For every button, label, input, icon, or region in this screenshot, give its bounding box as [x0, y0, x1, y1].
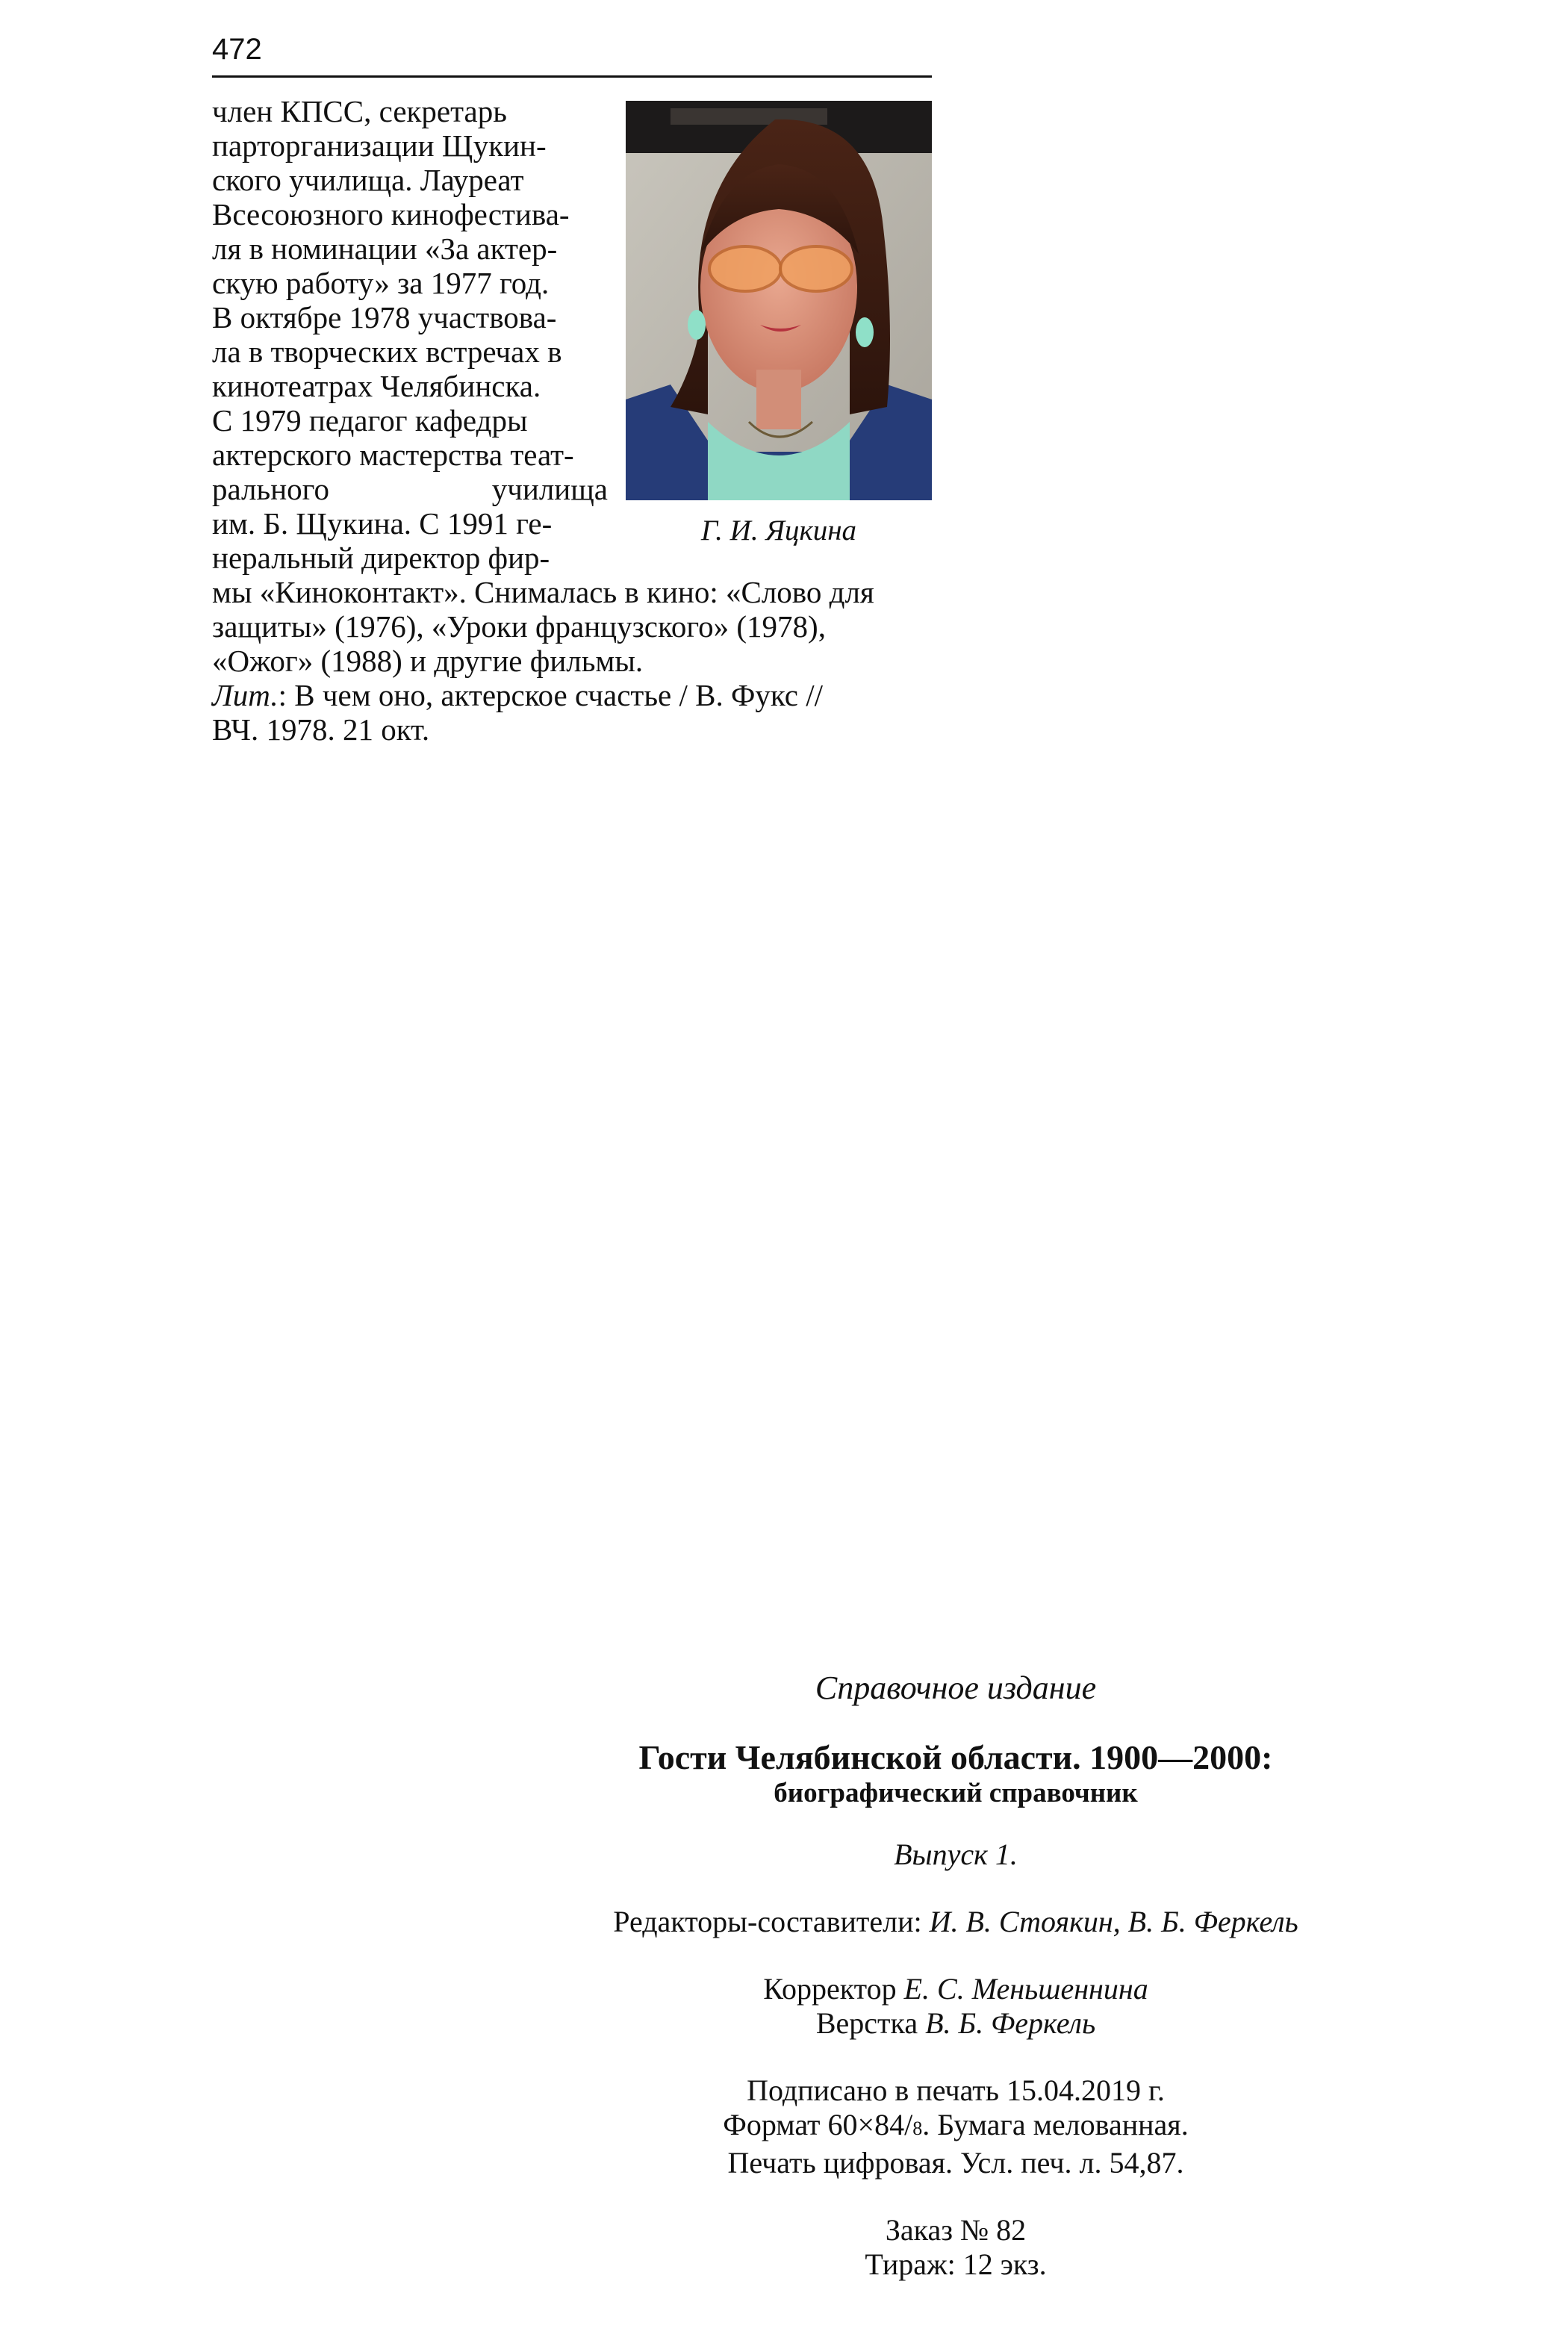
article-line: скую работу» за 1977 год. [212, 266, 550, 300]
format-prefix: Формат 60×84/ [723, 2108, 913, 2141]
format-fraction: 8 [912, 2118, 923, 2139]
article-line: ского училища. Лауреат [212, 163, 524, 197]
format-line [523, 2108, 1389, 2146]
corrector-line [523, 1972, 1389, 2006]
article-line: «Ожог» (1988) и другие фильмы. [212, 644, 644, 678]
article-line: ля в номинации «За актер- [212, 231, 558, 266]
corrector-label: Корректор [763, 1972, 904, 2006]
article-line: член КПСС, секретарь [212, 94, 507, 128]
print-details [523, 2073, 1389, 2180]
signed-date: Подписано в печать 15.04.2019 г. [747, 2073, 1165, 2107]
order-details [523, 2213, 1389, 2282]
portrait-photo [626, 101, 932, 500]
article-line: рального училища [212, 472, 608, 506]
article-line: им. Б. Щукина. С 1991 ге- [212, 506, 553, 541]
article-line: кинотеатрах Челябинска. [212, 369, 541, 403]
portrait-caption: Г. И. Яцкина [700, 514, 857, 547]
editors-label: Редакторы-составители: [613, 1905, 930, 1938]
article-line: ла в творческих встречах в [212, 335, 562, 369]
layout-name: В. Б. Феркель [925, 2006, 1096, 2040]
article-line: мы «Киноконтакт». Снималась в кино: «Слово для [212, 575, 874, 609]
literature-reference [212, 678, 932, 712]
imprint-block [523, 1669, 1389, 2282]
print-type: Печать цифровая. Усл. печ. л. 54,87. [727, 2146, 1184, 2180]
order-number: Заказ № 82 [885, 2213, 1027, 2247]
format-suffix: . Бумага мелованная. [922, 2108, 1189, 2141]
staff-block [523, 1972, 1389, 2041]
page-number: 472 [212, 33, 262, 66]
portrait-figure [626, 101, 932, 548]
editors-line [523, 1905, 1389, 1939]
editors-names: И. В. Стоякин, В. Б. Феркель [929, 1905, 1298, 1938]
print-run: Тираж: 12 экз. [865, 2247, 1047, 2281]
layout-line [523, 2006, 1389, 2041]
corrector-name: Е. С. Меньшеннина [903, 1972, 1148, 2006]
header-rule [212, 75, 932, 78]
publication-type: Справочное издание [815, 1670, 1097, 1706]
layout-label: Верстка [815, 2006, 926, 2040]
issue-number: Выпуск 1. [894, 1838, 1018, 1871]
article-line: Всесоюзного кинофестива- [212, 197, 570, 231]
article-line: актерского мастерства теат- [212, 438, 574, 472]
article-line: парторганизации Щукин- [212, 128, 547, 163]
book-subtitle: биографический справочник [774, 1778, 1138, 1808]
book-title: Гости Челябинской области. 1900—2000: [638, 1738, 1273, 1776]
literature-text: : В чем оно, актерское счастье / В. Фукс // [278, 678, 823, 712]
article-line: С 1979 педагог кафедры [212, 403, 528, 438]
literature-reference-continued: ВЧ. 1978. 21 окт. [212, 712, 430, 747]
article-line: неральный директор фир- [212, 541, 550, 575]
literature-label: Лит. [212, 678, 279, 712]
article-line: В октябре 1978 участвова- [212, 300, 557, 335]
article-line: защиты» (1976), «Уроки французского» (1978), [212, 609, 826, 644]
